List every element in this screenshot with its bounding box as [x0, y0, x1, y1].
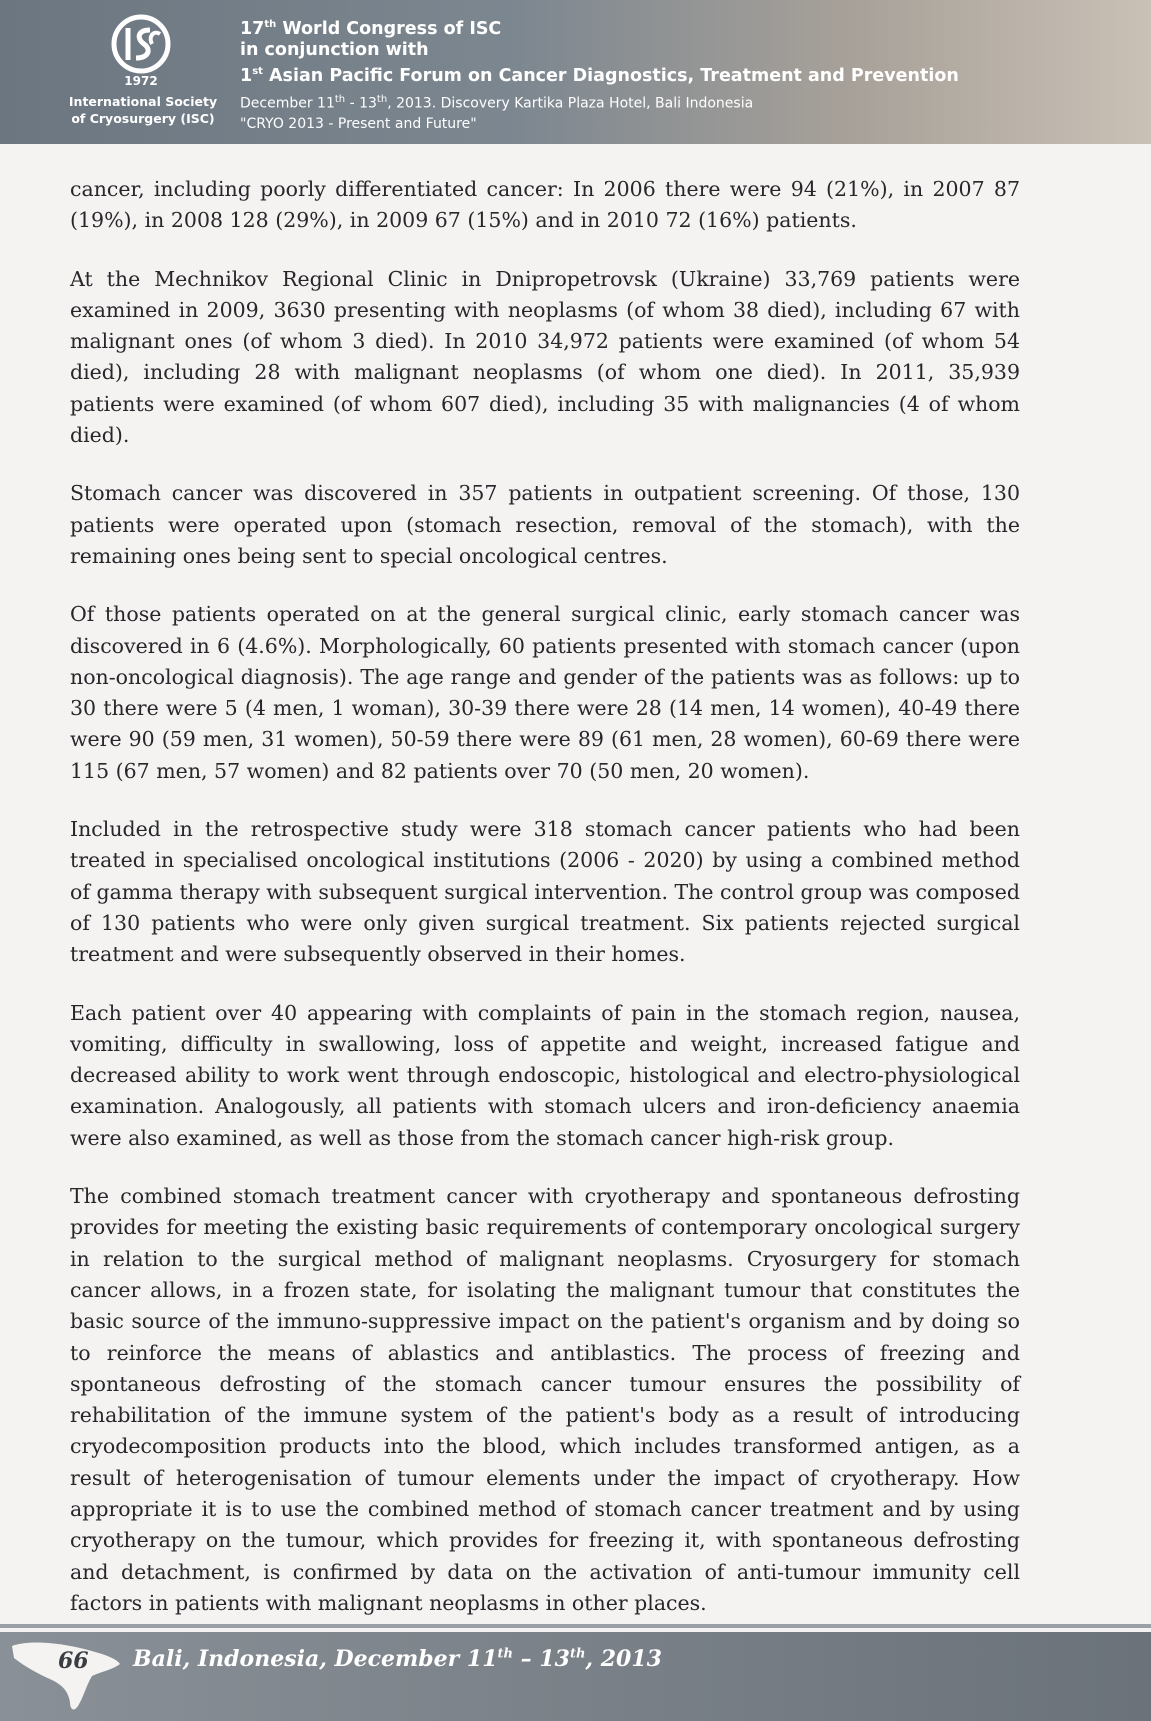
event-dates-venue: December 11th - 13th, 2013. Discovery Kartika Plaza Hotel, Bali Indonesia [240, 93, 754, 112]
paragraph: Each patient over 40 appearing with complaints of pain in the stomach region, nausea, vomiting, difficulty in swallowing, loss of appetite and weight, increased fatigue and decreased ability to work went through endoscopic, histological and electro-physiological examination. Analogously, all patients with stomach ulcers and iron-deficiency anaemia were also examined, as well as those from the stomach cancer high-risk group. [70, 1000, 1020, 1150]
paragraph: The combined stomach treatment cancer with cryotherapy and spontaneous defrosting provides for meeting the existing basic requirements of contemporary oncological surgery in relation to the surgical method of malignant neoplasms. Cryosurgery for stomach cancer allows, in a frozen state, for isolating the malignant tumour that constitutes the basic source of the immuno-suppressive impact on the patient's organism and by doing so to reinforce the means of ablastics and antiblastics. The process of freezing and spontaneous defrosting of the stomach cancer tumour ensures the possibility of rehabilitation of the immune system of the patient's body as a result of introducing cryodecomposition products into the blood, which includes transformed antigen, as a result of heterogenisation of tumour elements under the impact of cryotherapy. How appropriate it is to use the combined method of stomach cancer treatment and by using cryotherapy on the tumour, which provides for freezing it, with spontaneous defrosting and detachment, is confirmed by data on the activation of anti-tumour immunity cell factors in patients with malignant neoplasms in other places. [70, 1184, 1020, 1615]
paragraph: Included in the retrospective study were 318 stomach cancer patients who had been treated in specialised oncological institutions (2006 - 2020) by using a combined method of gamma therapy with subsequent surgical intervention. The control group was composed of 130 patients who were only given surgical treatment. Six patients rejected surgical treatment and were subsequently observed in their homes. [70, 817, 1020, 967]
paragraph: cancer, including poorly differentiated cancer: In 2006 there were 94 (21%), in 2007 87 (19%), in 2008 128 (29%), in 2009 67 (15%) and in 2010 72 (16%) patients. [70, 177, 1020, 233]
event-motto: "CRYO 2013 - Present and Future" [240, 116, 477, 133]
page-number: 66 [58, 1648, 89, 1674]
org-line-1: International Society [68, 94, 218, 109]
forum-title: 1st Asian Pacific Forum on Cancer Diagnostics, Treatment and Prevention [240, 65, 959, 86]
conjunction-line: in conjunction with [240, 39, 429, 60]
congress-title: 17th World Congress of ISC [240, 18, 502, 39]
isc-logo-icon [108, 14, 174, 74]
paragraph: Of those patients operated on at the general surgical clinic, early stomach cancer was discovered in 6 (4.6%). Morphologically, 60 patients presented with stomach cancer (upon non-oncological diagnosis). The age range and gender of the patients was as follows: up to 30 there were 5 (4 men, 1 woman), 30-39 there were 28 (14 men, 14 women), 40-49 there were 90 (59 men, 31 women), 50-59 there were 89 (61 men, 28 women), 60-69 there were 115 (67 men, 57 women) and 82 patients over 70 (50 men, 20 women). [70, 602, 1020, 783]
footer-location-date: Bali, Indonesia, December 11th – 13th, 2013 [133, 1646, 662, 1672]
article-body [70, 174, 1020, 1646]
footer-divider [0, 1624, 1151, 1628]
congress-title-block [240, 14, 1140, 135]
org-line-2: of Cryosurgery (ISC) [71, 111, 215, 126]
paragraph: Stomach cancer was discovered in 357 patients in outpatient screening. Of those, 130 patients were operated upon (stomach resection, removal of the stomach), with the remaining ones being sent to special oncological centres. [70, 481, 1020, 568]
paragraph: At the Mechnikov Regional Clinic in Dnipropetrovsk (Ukraine) 33,769 patients were examined in 2009, 3630 presenting with neoplasms (of whom 38 died), including 67 with malignant ones (of whom 3 died). In 2010 34,972 patients were examined (of whom 54 died), including 28 with malignant neoplasms (of whom one died). In 2011, 35,939 patients were examined (of whom 607 died), including 35 with malignancies (4 of whom died). [70, 266, 1020, 448]
page-header [0, 0, 1151, 144]
organization-name [58, 93, 228, 127]
logo-year: 1972 [124, 74, 158, 88]
